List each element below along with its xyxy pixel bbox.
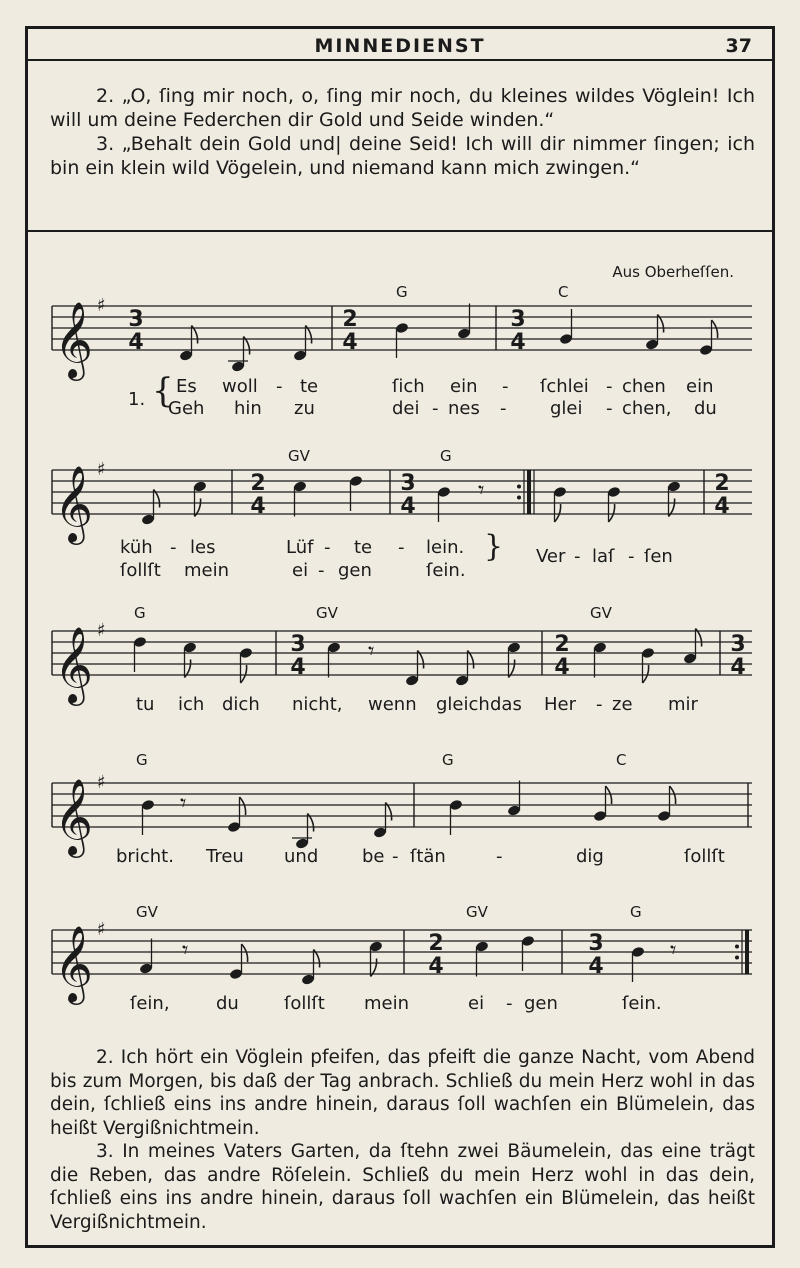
lyric-s3-syllable: tu <box>136 694 155 715</box>
verse-brace: { <box>152 371 174 411</box>
time-signature-bottom: 4 <box>510 330 526 355</box>
eighth-rest: 𝄾 <box>670 936 677 964</box>
eighth-rest: 𝄾 <box>182 936 189 964</box>
chord-symbol: GV <box>316 604 338 622</box>
time-signature-bottom: 4 <box>554 655 570 680</box>
note-flag <box>606 786 612 804</box>
lyric-s1b-syllable: du <box>694 398 717 419</box>
repeat-dot <box>735 945 739 949</box>
lyric-s1a-syllable: - <box>606 376 613 397</box>
chord-symbol: GV <box>590 604 612 622</box>
chord-symbol: GV <box>466 903 488 921</box>
lyric-s3-syllable: das <box>490 694 522 715</box>
lyric-s1b-syllable: Geh <box>168 398 205 419</box>
lyric-s2b-syllable: ſollſt <box>120 560 161 581</box>
lyric-s5-syllable: ſollſt <box>284 993 325 1014</box>
lyric-s1b-syllable: chen, <box>622 398 672 419</box>
note-flag <box>241 665 247 683</box>
lyric-s4-syllable: dig <box>576 846 604 867</box>
time-signature-top: 2 <box>250 471 266 496</box>
lyric-s3-syllable: dich <box>222 694 260 715</box>
lyric-s2a-syllable: lein. <box>426 537 465 558</box>
repeat-thick-line <box>527 470 531 514</box>
chord-symbol: G <box>440 447 452 465</box>
time-signature-bottom: 4 <box>342 330 358 355</box>
lyric-s2b-syllable: mein <box>184 560 230 581</box>
treble-clef: 𝄞 <box>54 465 94 542</box>
repeat-thick-line <box>745 930 749 974</box>
lyric-s2c-syllable: laſ <box>592 546 615 567</box>
time-signature-top: 2 <box>554 632 570 657</box>
chord-symbol: GV <box>136 903 158 921</box>
time-signature-bottom: 4 <box>290 655 306 680</box>
lyric-s3-syllable: ze <box>612 694 633 715</box>
chord-symbol: C <box>558 283 569 301</box>
eighth-rest: 𝄾 <box>180 789 187 817</box>
lyric-s2b-syllable: ſein. <box>426 560 466 581</box>
time-signature-bottom: 4 <box>588 954 604 979</box>
repeat-dot <box>517 485 521 489</box>
repeat-dot <box>735 956 739 960</box>
note-flag <box>555 504 561 522</box>
lyric-s3-syllable: mir <box>668 694 698 715</box>
note-flag <box>670 786 676 804</box>
verse-top-2: 2. „O, ſing mir noch, o, ſing mir noch, du kleines wildes Vöglein! Ich will um deine Federchen dir Gold und Seide winden.“ <box>50 85 755 131</box>
lyric-s4-syllable: - <box>392 846 399 867</box>
note-flag <box>643 665 649 683</box>
time-signature-top: 3 <box>588 931 604 956</box>
lyric-s5-syllable: ei <box>468 993 485 1014</box>
time-signature-bottom: 4 <box>730 655 746 680</box>
lyric-s1a-syllable: - <box>276 376 283 397</box>
lyric-s5-syllable: ſein, <box>130 993 170 1014</box>
lyric-s2a-syllable: Lüf <box>286 537 314 558</box>
lyric-s3-syllable: Her <box>544 694 577 715</box>
lyric-s2c-syllable: - <box>574 546 581 567</box>
lyric-s4-syllable: be <box>362 846 385 867</box>
key-sharp: ♯ <box>97 459 106 480</box>
time-signature-top: 2 <box>714 471 730 496</box>
treble-clef: 𝄞 <box>54 301 94 378</box>
lyric-s2b-syllable: gen <box>338 560 372 581</box>
repeat-dot <box>517 496 521 500</box>
time-signature-top: 3 <box>730 632 746 657</box>
lyric-s1a-syllable: Es <box>176 376 197 397</box>
chord-symbol: G <box>136 751 148 769</box>
note-flag <box>609 504 615 522</box>
lyric-s4-syllable: ſtän <box>410 846 446 867</box>
lyric-s3-syllable: wenn <box>368 694 417 715</box>
lyric-s1b-syllable: nes <box>448 398 480 419</box>
time-signature-top: 2 <box>342 307 358 332</box>
verse-top-3: 3. „Behalt dein Gold und| deine Seid! Ich will dir nimmer ſingen; ich bin ein klein wild Vögelein, und niemand kann mich zwingen.“ <box>50 133 755 179</box>
treble-clef: 𝄞 <box>54 626 94 703</box>
lyric-s1b-syllable: hin <box>234 398 262 419</box>
verses-bottom <box>50 1046 755 1234</box>
origin-label: Aus Oberheſſen. <box>612 263 734 281</box>
treble-clef: 𝄞 <box>54 925 94 1002</box>
lyric-s3-syllable: nicht, <box>292 694 343 715</box>
key-sharp: ♯ <box>97 919 106 940</box>
page-number: 37 <box>725 35 752 57</box>
chord-symbol: G <box>396 283 408 301</box>
lyric-s1b-syllable: - <box>606 398 613 419</box>
lyric-s1a-syllable: chen <box>622 376 666 397</box>
lyric-s1b-syllable: - <box>432 398 439 419</box>
chord-symbol: C <box>616 751 627 769</box>
lyric-s3-syllable: - <box>596 694 603 715</box>
lyric-s1b-syllable: dei <box>392 398 420 419</box>
lyric-s1a-syllable: ſchlei <box>540 376 589 397</box>
lyric-s1a-syllable: te <box>300 376 319 397</box>
time-signature-bottom: 4 <box>714 494 730 519</box>
lyric-s2a-syllable: küh <box>120 537 153 558</box>
lyric-s1a-syllable: - <box>502 376 509 397</box>
lyric-s3-syllable: ich <box>178 694 205 715</box>
lyric-s4-syllable: bricht. <box>116 846 174 867</box>
lyric-s2a-syllable: - <box>324 537 331 558</box>
lyric-s4-syllable: - <box>496 846 503 867</box>
lyric-s4-syllable: und <box>284 846 319 867</box>
lyric-s4-syllable: ſollſt <box>684 846 725 867</box>
key-sharp: ♯ <box>97 772 106 793</box>
lyric-s1b-syllable: zu <box>294 398 315 419</box>
lyric-s4-syllable: Treu <box>206 846 244 867</box>
lyric-s1b-syllable: - <box>500 398 507 419</box>
page-title: MINNEDIENST <box>314 35 486 57</box>
lyric-s3-syllable: gleich <box>436 694 490 715</box>
note-flag <box>240 797 246 815</box>
verse-number: 1. <box>128 389 146 410</box>
lyric-s1a-syllable: ein <box>450 376 478 397</box>
time-signature-bottom: 4 <box>428 954 444 979</box>
time-signature-top: 2 <box>428 931 444 956</box>
time-signature-top: 3 <box>400 471 416 496</box>
time-signature-bottom: 4 <box>128 330 144 355</box>
time-signature-top: 3 <box>290 632 306 657</box>
note-flag <box>242 944 248 962</box>
verse-bottom-3: 3. In meines Vaters Garten, da ſtehn zwei Bäumelein, das eine trägt die Reben, das andre Röſelein. Schließ du mein Herz wohl in das dein, ſchließ eins ins andre hinein, daraus ſoll wachſen ein Blümelein, das heißt Vergißnichtmein. <box>50 1141 755 1233</box>
lyric-s2a-syllable: - <box>170 537 177 558</box>
chord-symbol: GV <box>288 447 310 465</box>
lyric-s2c-syllable: Ver <box>536 546 566 567</box>
time-signature-top: 3 <box>510 307 526 332</box>
chord-symbol: G <box>134 604 146 622</box>
chord-symbol: G <box>630 903 642 921</box>
lyric-s5-syllable: gen <box>524 993 558 1014</box>
lyric-s1a-syllable: woll <box>222 376 258 397</box>
lyric-s1a-syllable: ein <box>686 376 714 397</box>
lyric-s5-syllable: - <box>506 993 513 1014</box>
verse-bottom-2: 2. Ich hört ein Vöglein pfeifen, das pfeift die ganze Nacht, vom Abend bis zum Morgen, bis daß der Tag anbrach. Schließ du mein Herz wohl in das dein, ſchließ eins ins andre hinein, daraus ſoll wachſen ein Blümelein, das heißt Vergißnichtmein. <box>50 1047 755 1139</box>
note-flag <box>712 320 718 338</box>
lyric-s2c-syllable: ſen <box>644 546 673 567</box>
lyric-s5-syllable: ſein. <box>622 993 662 1014</box>
time-signature-bottom: 4 <box>250 494 266 519</box>
eighth-rest: 𝄾 <box>368 637 375 665</box>
treble-clef: 𝄞 <box>54 778 94 855</box>
key-sharp: ♯ <box>97 295 106 316</box>
verse-brace-close: } <box>484 529 504 564</box>
time-signature-bottom: 4 <box>400 494 416 519</box>
time-signature-top: 3 <box>128 307 144 332</box>
lyric-s2c-syllable: - <box>628 546 635 567</box>
key-sharp: ♯ <box>97 620 106 641</box>
lyric-s2b-syllable: - <box>318 560 325 581</box>
eighth-rest: 𝄾 <box>478 476 485 504</box>
lyric-s5-syllable: mein <box>364 993 410 1014</box>
lyric-s1b-syllable: glei <box>550 398 583 419</box>
lyric-s5-syllable: du <box>216 993 239 1014</box>
lyric-s2a-syllable: les <box>190 537 216 558</box>
lyric-s2b-syllable: ei <box>292 560 309 581</box>
lyric-s2a-syllable: - <box>398 537 405 558</box>
lyric-s1a-syllable: ſich <box>392 376 425 397</box>
lyric-s2a-syllable: te <box>354 537 373 558</box>
chord-symbol: G <box>442 751 454 769</box>
